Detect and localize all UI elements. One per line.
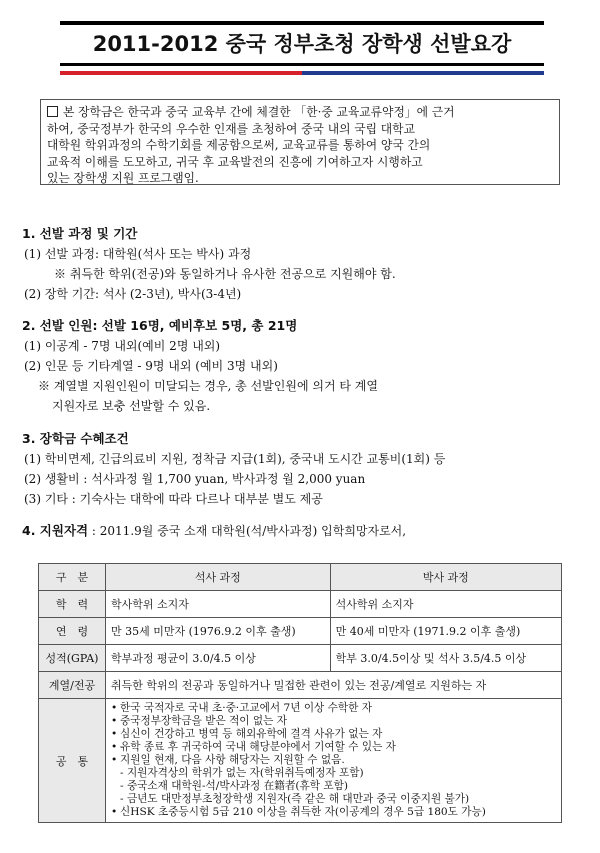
table-row: [39, 591, 562, 618]
cell-doctor-age: 만 40세 미만자 (1971.9.2 이후 출생): [330, 618, 561, 645]
common-requirements-list: [111, 699, 556, 822]
section-4-line: [22, 521, 582, 541]
red-accent-rule: [60, 71, 302, 75]
table-header-category: 구 분: [39, 564, 106, 591]
list-item: • 신HSK 초중등시험 5급 210 이상을 취득한 자(이공계의 경우 5급 180도 가능): [111, 806, 556, 819]
title-bottom-rule: [60, 63, 544, 66]
section-2-line-1: (1) 이공계 - 7명 내외(예비 2명 내외): [24, 339, 221, 353]
section-3-line-3: (3) 기타 : 기숙사는 대학에 따라 다르나 대부분 별도 제공: [24, 492, 323, 506]
section-3-line-1: (1) 학비면제, 긴급의료비 지원, 정착금 지급(1회), 중국내 도시간 교통비(1회) 등: [24, 452, 446, 466]
section-2-note-2: 지원자로 보충 선발할 수 있음.: [52, 399, 211, 413]
section-4: [22, 521, 582, 541]
list-subitem: - 금년도 대만정부초청장학생 지원자(즉 같은 해 대만과 중국 이중지원 불가): [120, 793, 470, 805]
section-2: [22, 316, 582, 416]
table-row: [39, 645, 562, 672]
section-3: [22, 429, 582, 509]
section-2-line-2: (2) 인문 등 기타계열 - 9명 내외 (예비 3명 내외): [24, 359, 278, 373]
list-item: • 중국정부장학금을 받은 적이 없는 자: [111, 715, 556, 728]
section-1: [22, 224, 582, 304]
cell-master-education: 학사학위 소지자: [106, 591, 331, 618]
list-item: • 유학 종료 후 귀국하여 국내 해당분야에서 기여할 수 있는 자: [111, 741, 556, 754]
row-label-common: 공 통: [39, 699, 106, 823]
intro-line-1: 본 장학금은 한국과 중국 교육부 간에 체결한 「한·중 교육교류약정」에 근거: [47, 104, 553, 121]
intro-line-4: 교육적 이해를 도모하고, 귀국 후 교육발전의 진흥에 기여하고자 시행하고: [47, 154, 423, 169]
cell-doctor-education: 석사학위 소지자: [330, 591, 561, 618]
table-header-doctor: 박사 과정: [330, 564, 561, 591]
cell-major: 취득한 학위의 전공과 동일하거나 밀접한 관련이 있는 전공/계열로 지원하는 자: [106, 672, 562, 699]
cell-master-age: 만 35세 미만자 (1976.9.2 이후 출생): [106, 618, 331, 645]
table-row-common: [39, 699, 562, 823]
intro-line-2: 하여, 중국정부가 한국의 우수한 인재를 초청하여 중국 내의 국립 대학교: [47, 121, 415, 136]
table-header-row: [39, 564, 562, 591]
table-row: [39, 672, 562, 699]
title-box: [60, 21, 544, 66]
list-item: • 지원일 현재, 다음 사항 해당자는 지원할 수 없음.: [111, 754, 556, 767]
row-label-age: 연 령: [39, 618, 106, 645]
cell-doctor-gpa: 학부 3.0/4.5이상 및 석사 3.5/4.5 이상: [330, 645, 561, 672]
row-label-education: 학 력: [39, 591, 106, 618]
table-row: [39, 618, 562, 645]
section-1-heading: 1. 선발 과정 및 기간: [22, 226, 138, 241]
checkbox-icon: [47, 106, 58, 117]
intro-line-5: 있는 장학생 지원 프로그램임.: [47, 171, 199, 185]
section-3-heading: 3. 장학금 수혜조건: [22, 431, 129, 446]
intro-line-3: 대학원 학위과정의 수학기회를 제공함으로써, 교육교류를 통하여 양국 간의: [47, 138, 431, 152]
section-1-note: ※ 취득한 학위(전공)와 동일하거나 유사한 전공으로 지원해야 함.: [54, 267, 396, 281]
cell-master-gpa: 학부과정 평균이 3.0/4.5 이상: [106, 645, 331, 672]
section-4-text: : 2011.9월 중국 소재 대학원(석/박사과정) 입학희망자로서,: [88, 524, 407, 538]
list-item: • 한국 국적자로 국내 초·중·고교에서 7년 이상 수학한 자: [111, 702, 556, 715]
row-label-gpa: 성적(GPA): [39, 645, 106, 672]
section-3-line-2: (2) 생활비 : 석사과정 월 1,700 yuan, 박사과정 월 2,000 yuan: [24, 472, 366, 486]
list-subitem: - 중국소재 대학원-석/박사과정 在籍者(휴학 포함): [120, 780, 348, 792]
blue-accent-rule: [302, 71, 544, 75]
row-label-major: 계열/전공: [39, 672, 106, 699]
table-header-master: 석사 과정: [106, 564, 331, 591]
cell-common: [106, 699, 562, 823]
intro-box: [40, 99, 560, 185]
section-1-line-2: (2) 장학 기간: 석사 (2-3년), 박사(3-4년): [24, 287, 242, 301]
section-4-heading: 4. 지원자격: [22, 523, 89, 538]
section-2-note-1: ※ 계열별 지원인원이 미달되는 경우, 총 선발인원에 의거 타 계열: [38, 379, 378, 393]
section-2-heading: 2. 선발 인원: 선발 16명, 예비후보 5명, 총 21명: [22, 318, 298, 333]
eligibility-table: [38, 563, 562, 823]
list-item: • 심신이 건강하고 병역 등 해외유학에 결격 사유가 없는 자: [111, 728, 556, 741]
section-1-line-1: (1) 선발 과정: 대학원(석사 또는 박사) 과정: [24, 247, 252, 261]
page-title: 2011-2012 중국 정부초청 장학생 선발요강: [92, 32, 512, 56]
list-subitem: - 지원자격상의 학위가 없는 자(학위취득예정자 포함): [120, 767, 364, 779]
